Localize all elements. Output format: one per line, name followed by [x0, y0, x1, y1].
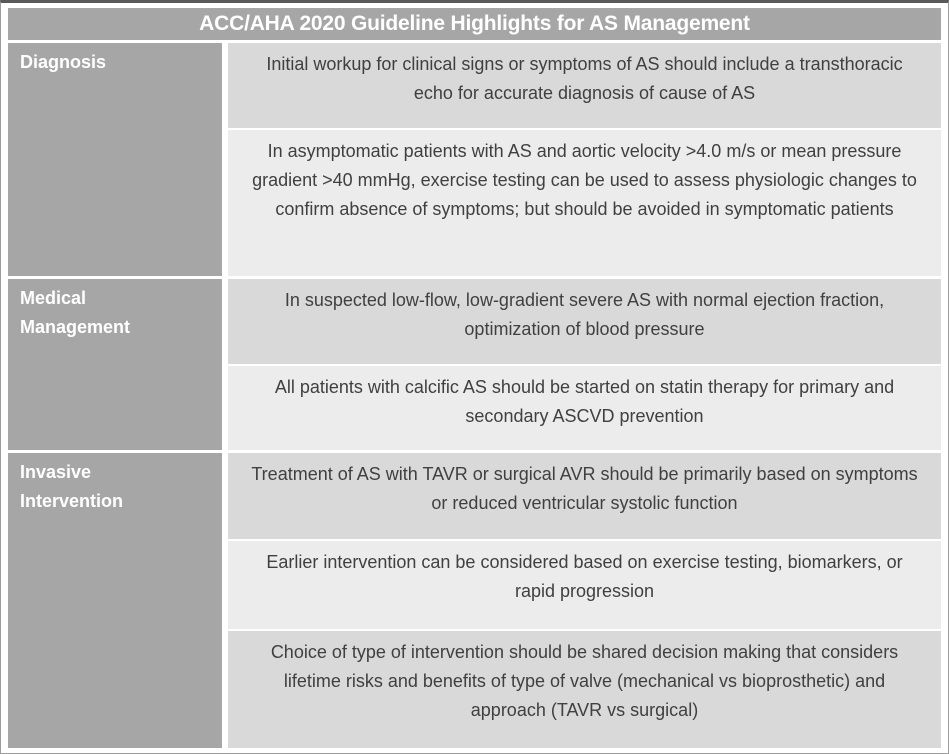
category-cell-invasive-intervention [8, 453, 222, 748]
section-cells [228, 453, 941, 748]
category-cell-diagnosis [8, 43, 222, 276]
category-label: Invasive Intervention [20, 462, 124, 511]
table-header [8, 8, 941, 40]
section-diagnosis [8, 43, 941, 276]
section-cells [228, 43, 941, 276]
table-title: ACC/AHA 2020 Guideline Highlights for AS Management [199, 12, 750, 35]
category-cell-medical-management [8, 279, 222, 450]
section-medical-management [8, 279, 941, 450]
guideline-cell [228, 366, 941, 450]
guideline-cell [228, 453, 941, 539]
guideline-text: Choice of type of intervention should be shared decision making that considers lifetime risks and benefits of type of valve (mechanical vs bioprosthetic) and approach (TAVR vs surgical) [270, 642, 899, 720]
guideline-cell [228, 130, 941, 276]
guideline-text: Earlier intervention can be considered based on exercise testing, biomarkers, or rapid progression [266, 552, 903, 601]
section-invasive-intervention [8, 453, 941, 748]
guideline-cell [228, 541, 941, 629]
section-cells [228, 279, 941, 450]
category-label: Diagnosis [20, 52, 107, 72]
guideline-text: Treatment of AS with TAVR or surgical AVR should be primarily based on symptoms or reduced ventricular systolic function [251, 464, 918, 513]
guideline-text: All patients with calcific AS should be started on statin therapy for primary and secondary ASCVD prevention [274, 377, 895, 426]
category-label: Medical Management [20, 288, 131, 337]
guideline-cell [228, 279, 941, 364]
guideline-text: Initial workup for clinical signs or symptoms of AS should include a transthoracic echo for accurate diagnosis of cause of AS [266, 54, 903, 103]
guideline-table [8, 8, 941, 748]
guideline-text: In asymptomatic patients with AS and aortic velocity >4.0 m/s or mean pressure gradient >40 mmHg, exercise testing can be used to assess physiologic changes to confirm absence of symptoms; but should be avoided in symptomatic patients [252, 141, 917, 219]
guideline-text: In suspected low-flow, low-gradient severe AS with normal ejection fraction, optimization of blood pressure [284, 290, 885, 339]
guideline-cell [228, 43, 941, 128]
guideline-cell [228, 631, 941, 748]
